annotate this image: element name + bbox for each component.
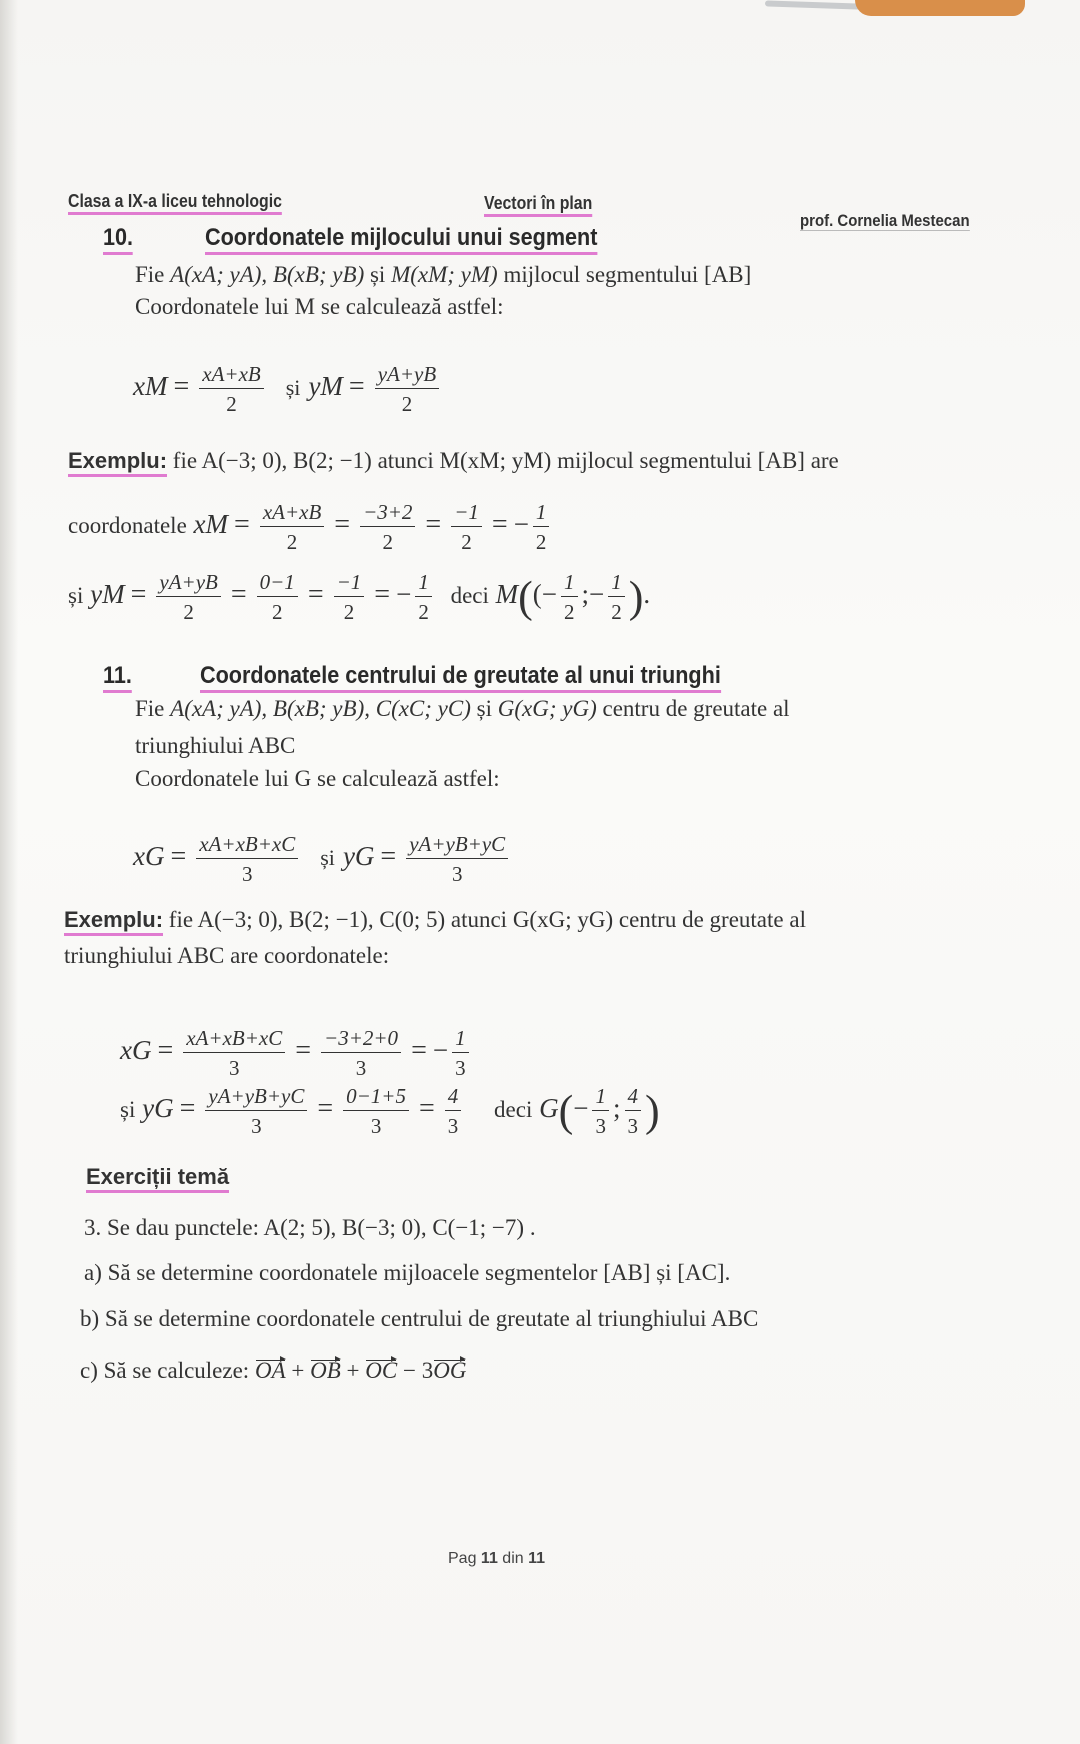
section-10-title	[205, 224, 597, 252]
corner-object-orange	[855, 0, 1025, 16]
paren-open: (	[518, 572, 533, 622]
formula-x-fraction	[196, 832, 298, 886]
result-point-label: G	[539, 1093, 559, 1124]
fraction-denominator: 3	[595, 1114, 606, 1138]
fraction-denominator: 2	[535, 530, 547, 554]
result-fraction	[445, 1084, 462, 1138]
exercise-part-b: b) Să se determine coordonatele centrului de greutate al triunghiului ABC	[80, 1306, 759, 1331]
paper-edge-shadow	[0, 0, 18, 1744]
equals-sign: =	[307, 579, 324, 611]
paren-close: )	[628, 572, 644, 622]
equals-sign: =	[411, 1035, 427, 1067]
intro-and: și	[476, 696, 492, 721]
step-fraction	[343, 1084, 409, 1138]
section-11-intro-line2: triunghiului ABC	[135, 733, 296, 758]
fraction-denominator: 2	[286, 530, 298, 554]
fraction-numerator: −1	[334, 570, 365, 597]
section-11-intro-line1	[135, 696, 790, 722]
final-x-sign: −	[541, 579, 558, 610]
intro-centroid: G(xG; yG)	[497, 696, 597, 721]
example-label: Exemplu:	[68, 448, 167, 477]
example-text: fie A(−3; 0), B(2; −1) atunci M(xM; yM) mijlocul segmentului [AB] are	[172, 448, 839, 473]
example-x-lhs: xM	[193, 509, 229, 540]
step-fraction	[321, 1026, 401, 1080]
fraction-numerator: 1	[561, 570, 578, 597]
formula-and: și	[285, 375, 301, 401]
fraction-numerator: 1	[608, 570, 625, 597]
fraction-numerator: 0−1	[257, 570, 298, 597]
equals-sign: =	[234, 509, 250, 541]
fraction-denominator: 3	[251, 1114, 262, 1138]
equals-sign: =	[317, 1093, 334, 1125]
fraction-denominator: 3	[229, 1056, 240, 1080]
fraction-numerator: 1	[533, 500, 550, 527]
exercises-title-text: Exerciții temă	[86, 1164, 229, 1193]
step-fraction	[183, 1026, 285, 1080]
class-label-text: Clasa a IX-a liceu tehnologic	[68, 191, 282, 215]
fraction-numerator: −3+2+0	[321, 1026, 401, 1053]
final-y-sign: −	[589, 579, 605, 610]
exercise-part-c	[80, 1358, 466, 1384]
equals-sign: =	[179, 1093, 196, 1125]
section-11-example-line2: triunghiului ABC are coordonatele:	[64, 943, 390, 968]
and-label: și	[68, 583, 84, 609]
intro-suffix: mijlocul segmentului [AB]	[503, 262, 752, 287]
example-text: fie A(−3; 0), B(2; −1), C(0; 5) atunci G(xG; yG) centru de greutate al	[168, 907, 806, 932]
fraction-numerator: xA+xB+xC	[183, 1026, 285, 1053]
formula-x-lhs: xG	[133, 841, 165, 872]
fraction-denominator: 2	[382, 530, 393, 554]
final-x-fraction	[592, 1084, 609, 1138]
result-point-label: M	[495, 579, 519, 610]
fraction-denominator: 2	[461, 530, 472, 554]
fraction-numerator: −3+2	[360, 500, 415, 527]
section-number-text: 11.	[103, 662, 132, 693]
fraction-denominator: 2	[271, 600, 283, 624]
equals-sign: =	[130, 579, 147, 611]
fraction-numerator: 1	[592, 1084, 609, 1111]
result-fraction	[415, 570, 432, 624]
vector-oa: OA	[254, 1358, 286, 1383]
fraction-denominator: 2	[343, 600, 355, 624]
section-10-intro-line2: Coordonatele lui M se calculează astfel:	[135, 294, 504, 319]
result-sign: −	[513, 509, 529, 540]
section-number-text: 10.	[103, 224, 133, 255]
fraction-denominator: 3	[627, 1114, 638, 1138]
intro-midpoint: M(xM; yM)	[391, 262, 498, 287]
step-fraction	[260, 500, 324, 554]
operator: +	[346, 1358, 360, 1383]
section-10-example-line	[68, 448, 839, 474]
equals-sign: =	[170, 841, 187, 873]
fraction-numerator: xA+xB	[199, 362, 263, 389]
fraction-denominator: 3	[355, 1056, 367, 1080]
fraction-denominator: 2	[564, 600, 575, 624]
step-fraction	[156, 570, 220, 624]
example-x-lhs: xG	[120, 1035, 152, 1066]
step-fraction	[360, 500, 415, 554]
equals-sign: =	[295, 1035, 312, 1067]
section-title-text: Coordonatele mijlocului unui segment	[205, 224, 597, 255]
intro-and: și	[369, 262, 386, 287]
formula-y-lhs: yG	[342, 841, 375, 872]
fraction-denominator: 3	[451, 862, 463, 886]
section-11-example-line	[64, 907, 806, 933]
fraction-denominator: 2	[183, 600, 194, 624]
fraction-denominator: 3	[455, 1056, 466, 1080]
vector-oc: OC	[365, 1358, 398, 1383]
example-y-lhs: yG	[142, 1093, 174, 1124]
centroid-formula	[133, 832, 512, 886]
section-11-intro-line3: Coordonatele lui G se calculează astfel:	[135, 766, 500, 791]
fraction-denominator: 2	[611, 600, 622, 624]
part-c-label: c) Să se calculeze:	[80, 1358, 250, 1383]
footer-prefix: Pag	[448, 1550, 477, 1567]
intro-prefix: Fie	[135, 262, 165, 287]
header-class-label	[68, 191, 282, 212]
equals-sign: =	[380, 841, 397, 873]
midpoint-example-x	[68, 500, 553, 554]
final-y-fraction	[608, 570, 625, 624]
intro-prefix: Fie	[135, 696, 165, 721]
formula-x-lhs: xM	[133, 371, 168, 402]
exercise-problem: 3. Se dau punctele: A(2; 5), B(−3; 0), C(−1; −7) .	[84, 1215, 536, 1240]
fraction-numerator: xA+xB+xC	[196, 832, 298, 859]
fraction-denominator: 2	[226, 392, 237, 416]
midpoint-example-y: și yM = $\frac{yA+yB}{2}$ = $\frac{0-1}{2}$ = $\frac{-1}{2}$ = − $\frac{1}{2}$ deci M((− $\frac{1}{2}$ ;− $\frac{1}{2}$ ).	[68, 570, 651, 624]
vector-og: OG	[433, 1358, 467, 1383]
equals-sign: =	[491, 509, 508, 541]
formula-and: și	[320, 845, 335, 871]
result-fraction	[533, 500, 550, 554]
final-y-fraction	[625, 1084, 642, 1138]
fraction-numerator: xA+xB	[260, 500, 324, 527]
vector-ob: OB	[310, 1358, 341, 1383]
fraction-numerator: 0−1+5	[343, 1084, 409, 1111]
step-fraction	[257, 570, 298, 624]
paren-close: )	[645, 1086, 660, 1136]
footer-page-number: 11	[480, 1550, 498, 1567]
fraction-numerator: yA+yB	[375, 362, 439, 389]
section-10-number	[103, 224, 133, 252]
step-fraction	[205, 1084, 307, 1138]
midpoint-formula	[133, 362, 443, 416]
fraction-numerator: 4	[625, 1084, 642, 1111]
coord-label: coordonatele	[68, 513, 187, 539]
equals-sign: =	[334, 509, 351, 541]
example-y-lhs: yM	[90, 579, 125, 610]
header-author	[800, 211, 970, 231]
deci-label: deci	[494, 1097, 533, 1123]
fraction-denominator: 3	[370, 1114, 382, 1138]
exercises-title	[86, 1164, 229, 1190]
final-x-fraction	[561, 570, 578, 624]
final-x-sign: −	[573, 1093, 589, 1124]
fraction-numerator: yA+yB+yC	[205, 1084, 307, 1111]
header-topic	[484, 193, 592, 214]
step-fraction	[334, 570, 365, 624]
equals-sign: =	[230, 579, 247, 611]
formula-y-lhs: yM	[308, 371, 343, 402]
corner-object-gray	[765, 0, 860, 9]
example-label: Exemplu:	[64, 907, 163, 936]
fraction-numerator: −1	[451, 500, 482, 527]
deci-label: deci	[450, 583, 489, 609]
fraction-denominator: 3	[242, 862, 253, 886]
footer-total-pages: 11	[528, 1550, 546, 1567]
fraction-denominator: 2	[401, 392, 413, 416]
intro-points: A(xA; yA), B(xB; yB)	[170, 262, 365, 287]
fraction-denominator: 3	[447, 1114, 459, 1138]
and-label: și	[120, 1097, 136, 1123]
equals-sign: =	[374, 579, 391, 611]
fraction-numerator: 1	[452, 1026, 469, 1053]
centroid-example-y: și yG = $\frac{yA+yB+yC}{3}$ = $\frac{0-1+5}{3}$ = $\frac{4}{3}$ deci G(− $\frac{1}{3}$ ; $\frac{4}{3}$ )	[120, 1084, 660, 1138]
equals-sign: =	[173, 371, 190, 403]
fraction-numerator: yA+yB	[156, 570, 220, 597]
result-sign: −	[432, 1035, 449, 1066]
result-fraction	[452, 1026, 469, 1080]
fraction-numerator: 1	[415, 570, 432, 597]
section-10-intro-line1	[135, 262, 751, 288]
section-title-text: Coordonatele centrului de greutate al unui triunghi	[200, 662, 721, 693]
fraction-numerator: yA+yB+yC	[406, 832, 508, 859]
intro-suffix: centru de greutate al	[602, 696, 790, 721]
author-text: prof. Cornelia Mestecan	[800, 211, 970, 230]
equals-sign: =	[348, 371, 365, 403]
footer-separator: din	[502, 1550, 524, 1567]
page-footer	[448, 1550, 545, 1568]
formula-y-fraction	[406, 832, 508, 886]
step-fraction	[451, 500, 482, 554]
operator: − 3	[402, 1358, 434, 1383]
intro-points: A(xA; yA), B(xB; yB), C(xC; yC)	[170, 696, 471, 721]
fraction-numerator: 4	[445, 1084, 462, 1111]
topic-text: Vectori în plan	[484, 193, 592, 217]
section-11-title	[200, 662, 721, 690]
fraction-denominator: 2	[418, 600, 429, 624]
centroid-example-x	[120, 1026, 473, 1080]
result-sign: −	[396, 579, 412, 610]
paren-open: (	[558, 1086, 574, 1136]
section-11-number	[103, 662, 132, 690]
operator: +	[291, 1358, 305, 1383]
equals-sign: =	[425, 509, 442, 541]
equals-sign: =	[157, 1035, 174, 1067]
equals-sign: =	[418, 1093, 435, 1125]
exercise-part-a: a) Să se determine coordonatele mijloacele segmentelor [AB] și [AC].	[84, 1260, 731, 1285]
formula-y-fraction	[375, 362, 439, 416]
formula-x-fraction	[199, 362, 263, 416]
